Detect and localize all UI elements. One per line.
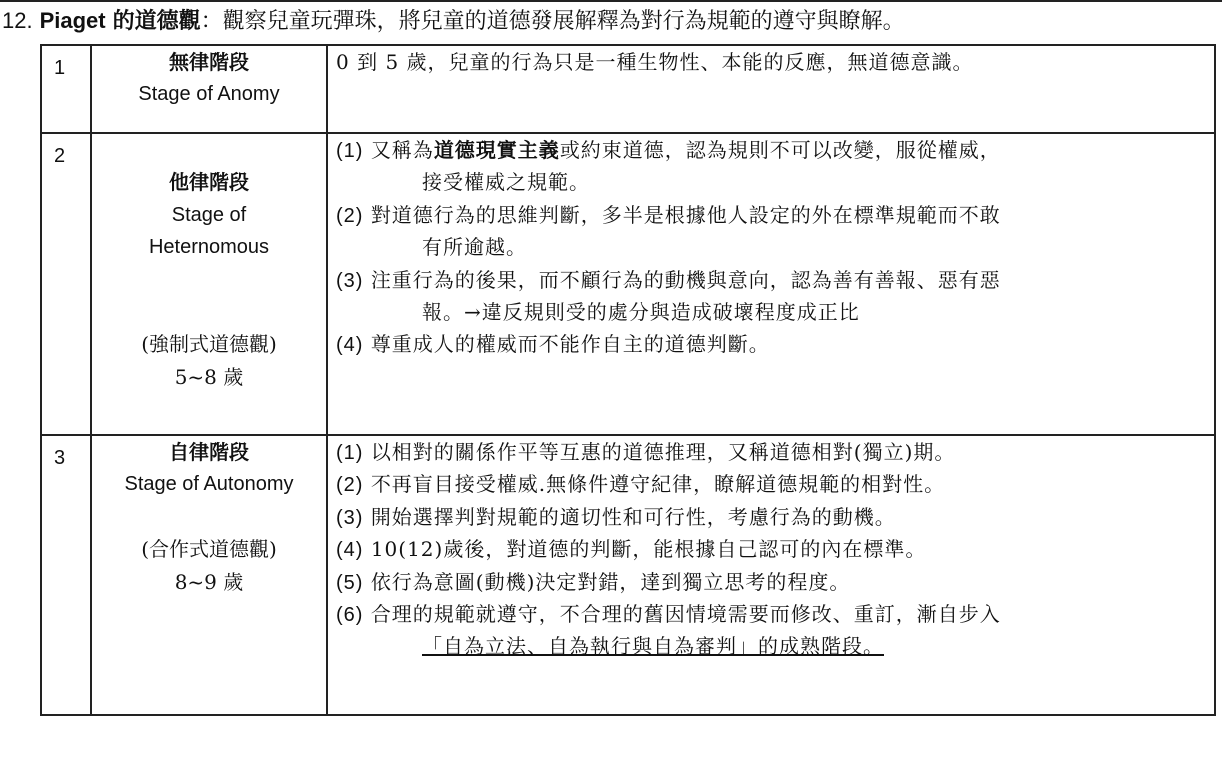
table-row bbox=[41, 435, 1215, 715]
stage-name-en: Stage of Autonomy bbox=[124, 473, 294, 496]
highlight-term: 道德現實主義 bbox=[433, 138, 560, 162]
stage-name-zh: 他律階段 bbox=[169, 170, 249, 195]
description-item: (4) 尊重成人的權威而不能作自主的道德判斷。 bbox=[336, 332, 770, 357]
description-item: (6) 合理的規範就遵守，不合理的舊因情境需要而修改、重訂，漸自步入 bbox=[336, 601, 1001, 626]
stage-name-en: Stage of bbox=[171, 203, 247, 226]
stage-name-cell bbox=[91, 133, 327, 435]
stage-description bbox=[327, 435, 1215, 715]
table-row bbox=[41, 133, 1215, 435]
heading-title: 的道德觀 bbox=[112, 8, 201, 34]
heading-number: 12. bbox=[2, 8, 33, 33]
description-item-cont: 「自為立法、自為執行與自為審判」的成熟階段。 bbox=[422, 634, 884, 659]
description-item-cont: 有所逾越。 bbox=[422, 235, 527, 260]
stage-description bbox=[327, 133, 1215, 435]
stage-name-zh: 無律階段 bbox=[169, 50, 249, 74]
description-item: (4) 10(12)歲後，對道德的判斷，能根據自己認可的內在標準。 bbox=[336, 537, 927, 562]
stage-alt-name: (合作式道德觀) bbox=[141, 537, 277, 562]
moral-stages-table bbox=[40, 44, 1216, 716]
heading-theorist: Piaget bbox=[39, 8, 106, 33]
top-rule bbox=[0, 0, 1222, 2]
stage-age: 5~8 歲 bbox=[174, 364, 244, 389]
table-row bbox=[41, 45, 1215, 133]
stage-name-zh: 自律階段 bbox=[169, 440, 249, 464]
description-item-cont: 報。→違反規則受的處分與造成破壞程度成正比 bbox=[422, 299, 860, 324]
stage-name-en: Stage of Anomy bbox=[138, 83, 280, 106]
description-item: (1) 以相對的關係作平等互惠的道德推理，又稱道德相對(獨立)期。 bbox=[336, 440, 956, 464]
description-item: (2) 對道德行為的思維判斷，多半是根據他人設定的外在標準規範而不敢 bbox=[336, 202, 1001, 227]
stage-age: 8~9 歲 bbox=[174, 569, 244, 594]
stage-name-en-cont: Heternomous bbox=[148, 236, 270, 259]
stage-alt-name: (強制式道德觀) bbox=[141, 332, 277, 357]
description-item: (1) 又稱為道德現實主義或約束道德，認為規則不可以改變，服從權威， bbox=[336, 138, 1001, 162]
spacer-line bbox=[92, 134, 326, 166]
spacer-line bbox=[92, 264, 326, 296]
spacer-line bbox=[92, 501, 326, 533]
description-item-cont: 接受權威之規範。 bbox=[422, 170, 590, 195]
spacer-line bbox=[92, 296, 326, 328]
stage-number: 2 bbox=[41, 133, 91, 435]
description-item: (2) 不再盲目接受權威.無條件遵守紀律，瞭解道德規範的相對性。 bbox=[336, 472, 946, 497]
description-line: 0 到 5 歲，兒童的行為只是一種生物性、本能的反應，無道德意識。 bbox=[336, 50, 974, 74]
stage-number: 3 bbox=[41, 435, 91, 715]
description-item: (3) 注重行為的後果，而不顧行為的動機與意向，認為善有善報、惡有惡 bbox=[336, 267, 1001, 292]
stage-description bbox=[327, 45, 1215, 133]
description-item: (5) 依行為意圖(動機)決定對錯，達到獨立思考的程度。 bbox=[336, 569, 851, 594]
stage-number: 1 bbox=[41, 45, 91, 133]
stage-name-cell bbox=[91, 435, 327, 715]
stage-name-cell bbox=[91, 45, 327, 133]
description-item: (3) 開始選擇判對規範的適切性和可行性，考慮行為的動機。 bbox=[336, 504, 896, 529]
section-heading bbox=[2, 8, 905, 35]
heading-text: ：觀察兒童玩彈珠，將兒童的道德發展解釋為對行為規範的遵守與瞭解。 bbox=[200, 9, 905, 34]
